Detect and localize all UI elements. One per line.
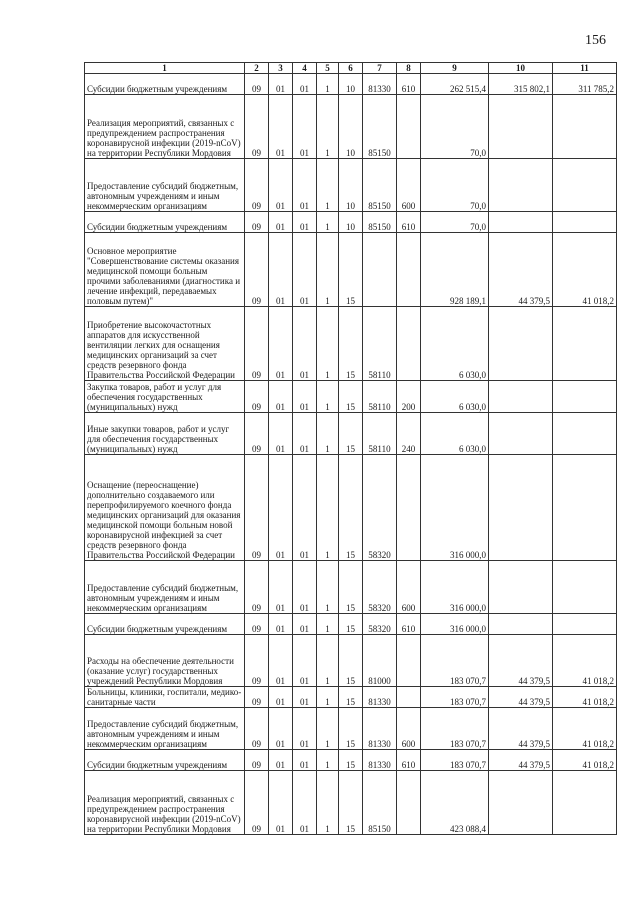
column-header: 1 (85, 63, 245, 74)
code-cell: 10 (339, 212, 363, 233)
code-cell: 15 (339, 307, 363, 381)
code-cell: 610 (397, 750, 421, 771)
code-cell (397, 95, 421, 159)
amount-cell: 6 030,0 (421, 307, 489, 381)
amount-cell (553, 413, 617, 455)
amount-cell (489, 771, 553, 835)
amount-cell (553, 561, 617, 614)
code-cell: 15 (339, 561, 363, 614)
code-cell: 10 (339, 74, 363, 95)
table-row (85, 687, 617, 708)
code-cell: 1 (317, 95, 339, 159)
code-cell: 09 (245, 381, 269, 413)
amount-cell: 183 070,7 (421, 750, 489, 771)
amount-cell (489, 307, 553, 381)
code-cell: 09 (245, 455, 269, 561)
code-cell: 1 (317, 687, 339, 708)
amount-cell (489, 159, 553, 212)
amount-cell (489, 455, 553, 561)
amount-cell: 70,0 (421, 212, 489, 233)
code-cell: 01 (269, 381, 293, 413)
table-row (85, 413, 617, 455)
table-row (85, 455, 617, 561)
amount-cell (553, 95, 617, 159)
code-cell (363, 233, 397, 307)
code-cell: 01 (269, 455, 293, 561)
table-row (85, 771, 617, 835)
amount-cell (553, 307, 617, 381)
amount-cell: 6 030,0 (421, 381, 489, 413)
code-cell (397, 771, 421, 835)
code-cell: 1 (317, 413, 339, 455)
code-cell: 01 (293, 771, 317, 835)
code-cell: 01 (293, 413, 317, 455)
amount-cell (489, 212, 553, 233)
column-header: 7 (363, 63, 397, 74)
code-cell: 81330 (363, 74, 397, 95)
code-cell: 01 (269, 561, 293, 614)
amount-cell: 928 189,1 (421, 233, 489, 307)
code-cell: 01 (293, 614, 317, 635)
row-name-cell: Больницы, клиники, госпитали, медико-санитарные части (85, 687, 245, 708)
amount-cell (553, 159, 617, 212)
code-cell: 09 (245, 74, 269, 95)
amount-cell (553, 455, 617, 561)
header-row (85, 63, 617, 74)
amount-cell: 315 802,1 (489, 74, 553, 95)
table-body (85, 74, 617, 835)
code-cell: 09 (245, 614, 269, 635)
code-cell: 81330 (363, 750, 397, 771)
column-header: 5 (317, 63, 339, 74)
code-cell: 610 (397, 74, 421, 95)
code-cell: 10 (339, 95, 363, 159)
code-cell: 1 (317, 233, 339, 307)
amount-cell: 183 070,7 (421, 635, 489, 687)
row-name-cell: Субсидии бюджетным учреждениям (85, 212, 245, 233)
column-header: 4 (293, 63, 317, 74)
row-name-cell: Расходы на обеспечение деятельности (оказание услуг) государственных учреждений Республики Мордовия (85, 635, 245, 687)
code-cell: 01 (293, 561, 317, 614)
code-cell: 1 (317, 635, 339, 687)
code-cell: 58110 (363, 413, 397, 455)
amount-cell: 41 018,2 (553, 708, 617, 750)
row-name-cell: Субсидии бюджетным учреждениям (85, 74, 245, 95)
code-cell: 240 (397, 413, 421, 455)
amount-cell: 6 030,0 (421, 413, 489, 455)
code-cell: 01 (269, 750, 293, 771)
amount-cell: 44 379,5 (489, 708, 553, 750)
amount-cell: 44 379,5 (489, 635, 553, 687)
code-cell: 58320 (363, 561, 397, 614)
row-name-cell: Субсидии бюджетным учреждениям (85, 750, 245, 771)
row-name-cell: Предоставление субсидий бюджетным, автономным учреждениям и иным некоммерческим организациям (85, 159, 245, 212)
code-cell: 1 (317, 771, 339, 835)
row-name-cell: Предоставление субсидий бюджетным, автономным учреждениям и иным некоммерческим организациям (85, 708, 245, 750)
amount-cell: 316 000,0 (421, 561, 489, 614)
code-cell: 09 (245, 233, 269, 307)
code-cell: 01 (269, 413, 293, 455)
code-cell: 01 (293, 635, 317, 687)
code-cell: 81000 (363, 635, 397, 687)
amount-cell: 262 515,4 (421, 74, 489, 95)
code-cell: 15 (339, 455, 363, 561)
code-cell: 09 (245, 635, 269, 687)
amount-cell: 70,0 (421, 95, 489, 159)
code-cell: 85150 (363, 95, 397, 159)
code-cell: 1 (317, 614, 339, 635)
code-cell: 01 (293, 708, 317, 750)
table-row (85, 307, 617, 381)
row-name-cell: Реализация мероприятий, связанных с предупреждением распространения коронавирусной инфекции (2019-nCoV) на территории Республики Мордовия (85, 771, 245, 835)
table-row (85, 635, 617, 687)
code-cell (397, 687, 421, 708)
amount-cell (489, 95, 553, 159)
row-name-cell: Предоставление субсидий бюджетным, автономным учреждениям и иным некоммерческим организациям (85, 561, 245, 614)
code-cell: 85150 (363, 771, 397, 835)
column-header: 2 (245, 63, 269, 74)
amount-cell (489, 413, 553, 455)
column-header: 9 (421, 63, 489, 74)
row-name-cell: Субсидии бюджетным учреждениям (85, 614, 245, 635)
amount-cell: 183 070,7 (421, 687, 489, 708)
code-cell: 09 (245, 159, 269, 212)
code-cell: 01 (293, 159, 317, 212)
code-cell: 01 (269, 635, 293, 687)
code-cell: 81330 (363, 708, 397, 750)
code-cell: 09 (245, 307, 269, 381)
code-cell: 15 (339, 687, 363, 708)
code-cell: 01 (293, 233, 317, 307)
code-cell: 01 (269, 74, 293, 95)
code-cell (397, 635, 421, 687)
code-cell: 1 (317, 159, 339, 212)
code-cell: 01 (293, 381, 317, 413)
code-cell: 15 (339, 233, 363, 307)
column-header: 10 (489, 63, 553, 74)
code-cell: 15 (339, 771, 363, 835)
amount-cell (489, 381, 553, 413)
code-cell: 15 (339, 413, 363, 455)
amount-cell (489, 614, 553, 635)
code-cell: 01 (293, 750, 317, 771)
code-cell: 600 (397, 159, 421, 212)
amount-cell (553, 614, 617, 635)
column-header: 6 (339, 63, 363, 74)
code-cell: 1 (317, 708, 339, 750)
code-cell: 01 (293, 95, 317, 159)
row-name-cell: Иные закупки товаров, работ и услуг для обеспечения государственных (муниципальных) нужд (85, 413, 245, 455)
code-cell: 09 (245, 750, 269, 771)
code-cell: 15 (339, 614, 363, 635)
column-header: 11 (553, 63, 617, 74)
code-cell: 01 (269, 771, 293, 835)
row-name-cell: Реализация мероприятий, связанных с предупреждением распространения коронавирусной инфекции (2019-nCoV) на территории Республики Мордовия (85, 95, 245, 159)
code-cell: 09 (245, 413, 269, 455)
amount-cell (553, 381, 617, 413)
code-cell: 600 (397, 708, 421, 750)
code-cell: 81330 (363, 687, 397, 708)
code-cell: 1 (317, 561, 339, 614)
code-cell: 01 (293, 455, 317, 561)
code-cell: 600 (397, 561, 421, 614)
amount-cell: 41 018,2 (553, 750, 617, 771)
budget-table (84, 62, 617, 835)
amount-cell: 311 785,2 (553, 74, 617, 95)
row-name-cell: Оснащение (переоснащение) дополнительно создаваемого или перепрофилируемого коечного фонда медицинских организаций для оказания медицинской помощи больным новой коронавирусной инфекцией за счет средств резервного фонда Правительства Российской Федерации (85, 455, 245, 561)
amount-cell (489, 561, 553, 614)
code-cell: 1 (317, 455, 339, 561)
row-name-cell: Приобретение высокочастотных аппаратов для искусственной вентиляции легких для оснащения медицинских организаций за счет средств резервного фонда Правительства Российской Федерации (85, 307, 245, 381)
code-cell: 09 (245, 771, 269, 835)
code-cell: 200 (397, 381, 421, 413)
column-header: 8 (397, 63, 421, 74)
amount-cell: 423 088,4 (421, 771, 489, 835)
code-cell: 09 (245, 708, 269, 750)
table-row (85, 212, 617, 233)
table-row (85, 561, 617, 614)
table-row (85, 95, 617, 159)
code-cell (397, 233, 421, 307)
code-cell: 01 (269, 614, 293, 635)
code-cell: 01 (293, 307, 317, 381)
code-cell: 15 (339, 750, 363, 771)
table-row (85, 708, 617, 750)
code-cell: 01 (293, 74, 317, 95)
code-cell: 85150 (363, 212, 397, 233)
code-cell: 01 (293, 212, 317, 233)
table-row (85, 74, 617, 95)
code-cell: 1 (317, 381, 339, 413)
row-name-cell: Закупка товаров, работ и услуг для обеспечения государственных (муниципальных) нужд (85, 381, 245, 413)
code-cell: 01 (293, 687, 317, 708)
amount-cell: 70,0 (421, 159, 489, 212)
code-cell: 1 (317, 74, 339, 95)
table-row (85, 159, 617, 212)
code-cell: 01 (269, 708, 293, 750)
amount-cell: 183 070,7 (421, 708, 489, 750)
amount-cell: 41 018,2 (553, 635, 617, 687)
code-cell: 01 (269, 687, 293, 708)
amount-cell (553, 212, 617, 233)
code-cell: 1 (317, 750, 339, 771)
code-cell: 09 (245, 95, 269, 159)
column-header: 3 (269, 63, 293, 74)
code-cell: 15 (339, 381, 363, 413)
amount-cell (553, 771, 617, 835)
code-cell: 58320 (363, 614, 397, 635)
amount-cell: 44 379,5 (489, 687, 553, 708)
code-cell: 58110 (363, 307, 397, 381)
code-cell: 01 (269, 95, 293, 159)
code-cell (397, 307, 421, 381)
code-cell: 1 (317, 212, 339, 233)
row-name-cell: Основное мероприятие "Совершенствование системы оказания медицинской помощи больным прочими заболеваниями (диагностика и лечение инфекций, передаваемых половым путем)" (85, 233, 245, 307)
table-row (85, 614, 617, 635)
code-cell: 01 (269, 307, 293, 381)
code-cell: 01 (269, 159, 293, 212)
table-row (85, 381, 617, 413)
amount-cell: 44 379,5 (489, 233, 553, 307)
code-cell: 01 (269, 233, 293, 307)
code-cell: 15 (339, 708, 363, 750)
code-cell: 09 (245, 561, 269, 614)
code-cell: 610 (397, 212, 421, 233)
code-cell: 85150 (363, 159, 397, 212)
code-cell: 610 (397, 614, 421, 635)
amount-cell: 41 018,2 (553, 687, 617, 708)
amount-cell: 41 018,2 (553, 233, 617, 307)
amount-cell: 316 000,0 (421, 455, 489, 561)
code-cell: 58320 (363, 455, 397, 561)
table-row (85, 750, 617, 771)
code-cell (397, 455, 421, 561)
table-row (85, 233, 617, 307)
amount-cell: 316 000,0 (421, 614, 489, 635)
code-cell: 1 (317, 307, 339, 381)
page-number: 156 (585, 33, 606, 48)
code-cell: 58110 (363, 381, 397, 413)
code-cell: 09 (245, 687, 269, 708)
code-cell: 01 (269, 212, 293, 233)
code-cell: 15 (339, 635, 363, 687)
code-cell: 09 (245, 212, 269, 233)
code-cell: 10 (339, 159, 363, 212)
amount-cell: 44 379,5 (489, 750, 553, 771)
